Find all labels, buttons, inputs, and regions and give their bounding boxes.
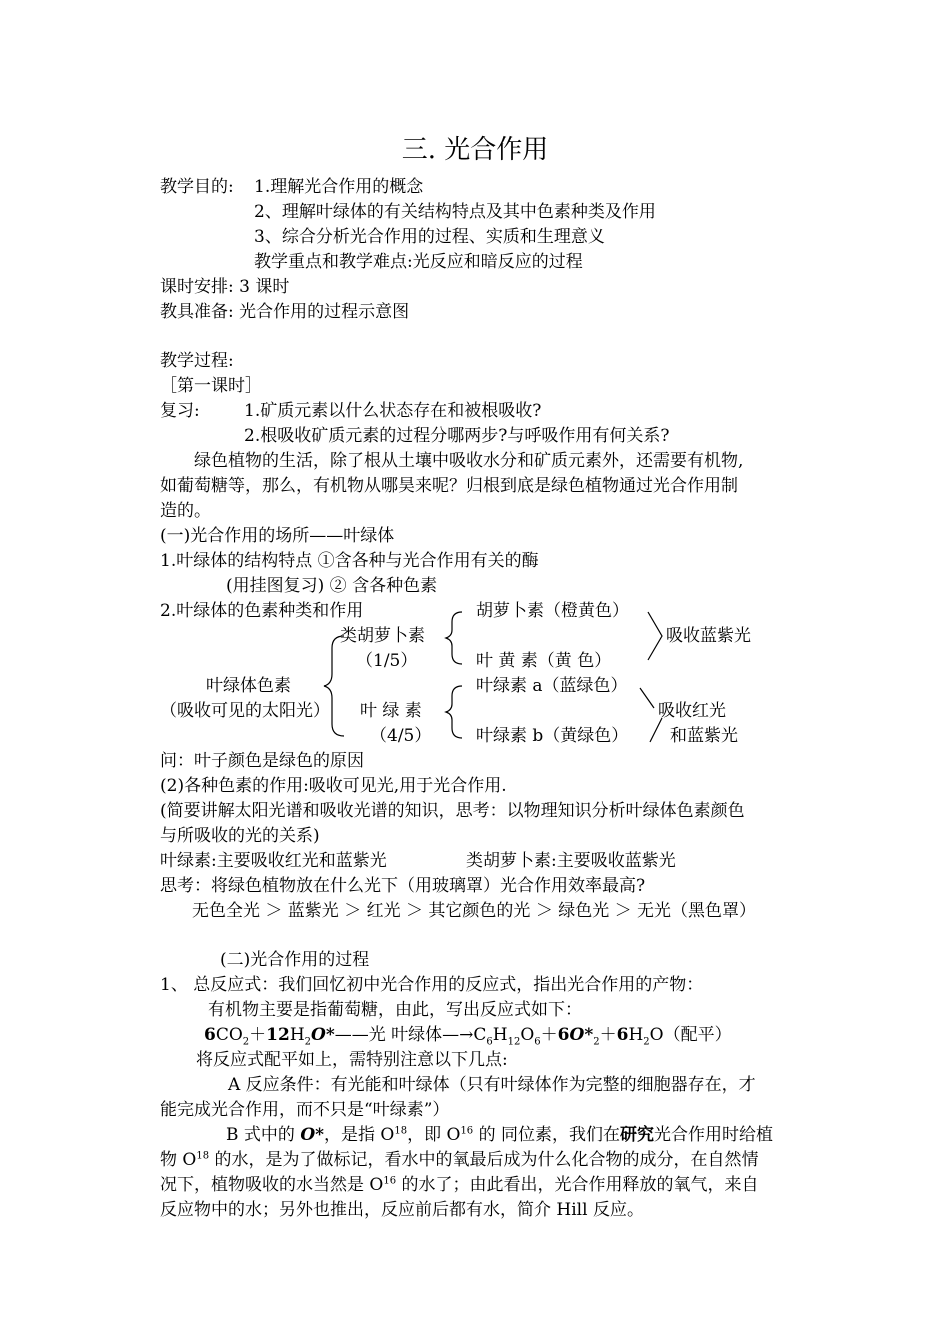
- absorb-blue-label: 吸收蓝紫光: [666, 626, 751, 646]
- note-a-line-1: A 反应条件：有光能和叶绿体（只有叶绿体作为完整的细胞器存在，才: [228, 1075, 756, 1095]
- section-2-title: (二)光合作用的过程: [220, 950, 370, 970]
- pigments-title: 2.叶绿体的色素种类和作用: [160, 601, 364, 621]
- chlorophyll-a-label: 叶绿素 a（蓝绿色）: [476, 676, 628, 696]
- eq-water-sub: 2: [643, 1036, 650, 1048]
- absorb-chlorophyll: 叶绿素:主要吸收红光和蓝紫光: [160, 851, 387, 871]
- eq-light: 光: [368, 1025, 386, 1045]
- eq-coef-2: 12: [266, 1025, 290, 1045]
- absorb-red-blue-label: 和蓝紫光: [670, 726, 738, 746]
- eq-arrow-2: —→: [442, 1025, 474, 1045]
- objective-3: 3、综合分析光合作用的过程、实质和生理意义: [254, 227, 605, 247]
- chlorophyll-ratio: （4/5）: [370, 726, 432, 746]
- note-b2-part-1: 物 O: [160, 1150, 197, 1170]
- glucose-line: 有机物主要是指葡萄糖，由此，写出反应式如下：: [208, 1000, 582, 1020]
- note-b-line-2: [160, 1149, 758, 1171]
- pigment-role: (2)各种色素的作用:吸收可见光,用于光合作用.: [160, 776, 507, 796]
- carotene-label: 胡萝卜素（橙黄色）: [476, 601, 629, 621]
- eq-glucose-h-sub: 12: [507, 1036, 521, 1048]
- eq-glucose-c-sub: 6: [486, 1036, 493, 1048]
- note-b-sup-18: 18: [394, 1125, 408, 1137]
- carotenoid-ratio: （1/5）: [356, 651, 418, 671]
- eq-plus-1: ＋: [249, 1025, 267, 1045]
- structure-line-2: (用挂图复习) ② 含各种色素: [226, 576, 438, 596]
- carotenoid-brace: [446, 612, 462, 664]
- note-b-line-3: [160, 1174, 758, 1196]
- objective-1: 1.理解光合作用的概念: [254, 177, 424, 197]
- question-green: 问：叶子颜色是绿色的原因: [160, 751, 364, 771]
- eq-oxygen: O*: [569, 1025, 594, 1045]
- review-label: 复习:: [160, 401, 200, 421]
- intro-line-2: 如葡萄糖等，那么，有机物从哪昊来呢？归根到底是绿色植物通过光合作用制: [160, 476, 738, 496]
- intro-line-1: 绿色植物的生活，除了根从土壤中吸收水分和矿质元素外，还需要有机物,: [194, 451, 744, 471]
- eq-chloroplast: 叶绿体: [385, 1025, 443, 1045]
- objective-2: 2、理解叶绿体的有关结构特点及其中色素种类及作用: [254, 202, 656, 222]
- page-title: 三. 光合作用: [401, 135, 549, 165]
- spectrum-note-1: (简要讲解太阳光谱和吸收光谱的知识，思考：以物理知识分析叶绿体色素颜色: [160, 801, 745, 821]
- note-b-ostar: O*: [300, 1125, 325, 1145]
- reaction-equation: [204, 1024, 732, 1046]
- objectives-label: 教学目的:: [160, 177, 234, 197]
- chlorophyll-b-label: 叶绿素 b（黄绿色）: [476, 726, 629, 746]
- lesson-1-label: ［第一课时］: [160, 376, 262, 396]
- note-b-part-2: ，是指 O: [324, 1125, 395, 1145]
- eq-glucose-c: C: [473, 1025, 487, 1045]
- eq-arrow-1: ——: [334, 1025, 369, 1045]
- pigment-root-label: 叶绿体色素: [206, 676, 291, 696]
- carotenoid-label: 类胡萝卜素: [340, 626, 425, 646]
- eq-water-h: H: [628, 1025, 644, 1045]
- light-ranking: 无色全光 ＞ 蓝紫光 ＞ 红光 ＞ 其它颜色的光 ＞ 绿色光 ＞ 无光（黑色罩）: [192, 901, 757, 921]
- structure-line-1: 1.叶绿体的结构特点 ①含各种与光合作用有关的酶: [160, 551, 539, 571]
- absorb-red-label: 吸收红光: [658, 701, 726, 721]
- pigment-root-note: （吸收可见的太阳光）: [160, 701, 330, 721]
- note-b-part-5: 光合作用时给植: [653, 1125, 773, 1145]
- chlorophyll-label: 叶 绿 素: [360, 701, 422, 721]
- note-b3-part-2: 的水了；由此看出，光合作用释放的氧气，来自: [396, 1175, 759, 1195]
- review-question-1: 1.矿质元素以什么状态存在和被根吸收?: [244, 401, 542, 421]
- spectrum-note-2: 与所吸收的光的关系): [160, 826, 320, 846]
- eq-h2o: H: [289, 1025, 305, 1045]
- eq-co2-sub: 2: [242, 1036, 250, 1048]
- note-b-part-4: 的 同位素，我们在: [473, 1125, 620, 1145]
- absorb-blue-brace: [648, 612, 662, 660]
- eq-co2: CO: [215, 1025, 243, 1045]
- eq-coef-3: 6: [557, 1025, 570, 1045]
- think-question: 思考：将绿色植物放在什么光下（用玻璃罩）光合作用效率最高?: [160, 876, 646, 896]
- eq-plus-2: ＋: [540, 1025, 558, 1045]
- absorb-red-brace: [640, 688, 654, 708]
- chlorophyll-brace: [446, 686, 462, 738]
- absorb-carotenoid: 类胡萝卜素:主要吸收蓝紫光: [466, 851, 676, 871]
- eq-oxygen-sub: 2: [593, 1036, 600, 1048]
- note-b-line-1: [226, 1124, 773, 1146]
- total-reaction-line: 1、 总反应式：我们回忆初中光合作用的反应式，指出光合作用的产物：: [160, 975, 704, 995]
- eq-glucose-o-sub: 6: [534, 1036, 541, 1048]
- note-b-line-4: 反应物中的水；另外也推出，反应前后都有水，简介 Hill 反应。: [160, 1200, 644, 1220]
- eq-glucose-o: O: [520, 1025, 535, 1045]
- eq-coef-4: 6: [616, 1025, 629, 1045]
- review-question-2: 2.根吸收矿质元素的过程分哪两步?与呼吸作用有何关系?: [244, 426, 670, 446]
- note-intro: 将反应式配平如上，需特别注意以下几点:: [196, 1050, 508, 1070]
- eq-h2o-sub: 2: [304, 1036, 312, 1048]
- note-b3-part-1: 况下，植物吸收的水当然是 O: [160, 1175, 384, 1195]
- intro-line-3: 造的。: [160, 501, 211, 521]
- note-a-line-2: 能完成光合作用，而不只是“叶绿素”）: [160, 1100, 450, 1120]
- note-b-part-1: B 式中的: [226, 1125, 301, 1145]
- objective-4: 教学重点和教学难点:光反应和暗反应的过程: [254, 252, 583, 272]
- note-b-sup-16: 16: [460, 1125, 474, 1137]
- materials: 教具准备: 光合作用的过程示意图: [160, 302, 410, 322]
- xanthophyll-label: 叶 黄 素（黄 色）: [476, 651, 612, 671]
- note-b-part-3: ，即 O: [407, 1125, 461, 1145]
- note-b2-part-2: 的水，是为了做标记，看水中的氧最后成为什么化合物的成分，在自然情: [209, 1150, 759, 1170]
- eq-coef-1: 6: [204, 1025, 216, 1045]
- schedule: 课时安排: 3 课时: [160, 277, 290, 297]
- eq-water-o: O: [649, 1025, 664, 1045]
- eq-plus-3: ＋: [599, 1025, 617, 1045]
- process-label: 教学过程:: [160, 351, 234, 371]
- eq-o-star: O*: [311, 1025, 335, 1045]
- eq-glucose-h: H: [492, 1025, 508, 1045]
- note-b2-sup-18: 18: [196, 1150, 210, 1162]
- section-1-title: (一)光合作用的场所——叶绿体: [160, 526, 395, 546]
- note-b-research: 研究: [619, 1125, 654, 1145]
- eq-balanced: （配平）: [663, 1025, 732, 1045]
- note-b3-sup-16: 16: [383, 1175, 397, 1187]
